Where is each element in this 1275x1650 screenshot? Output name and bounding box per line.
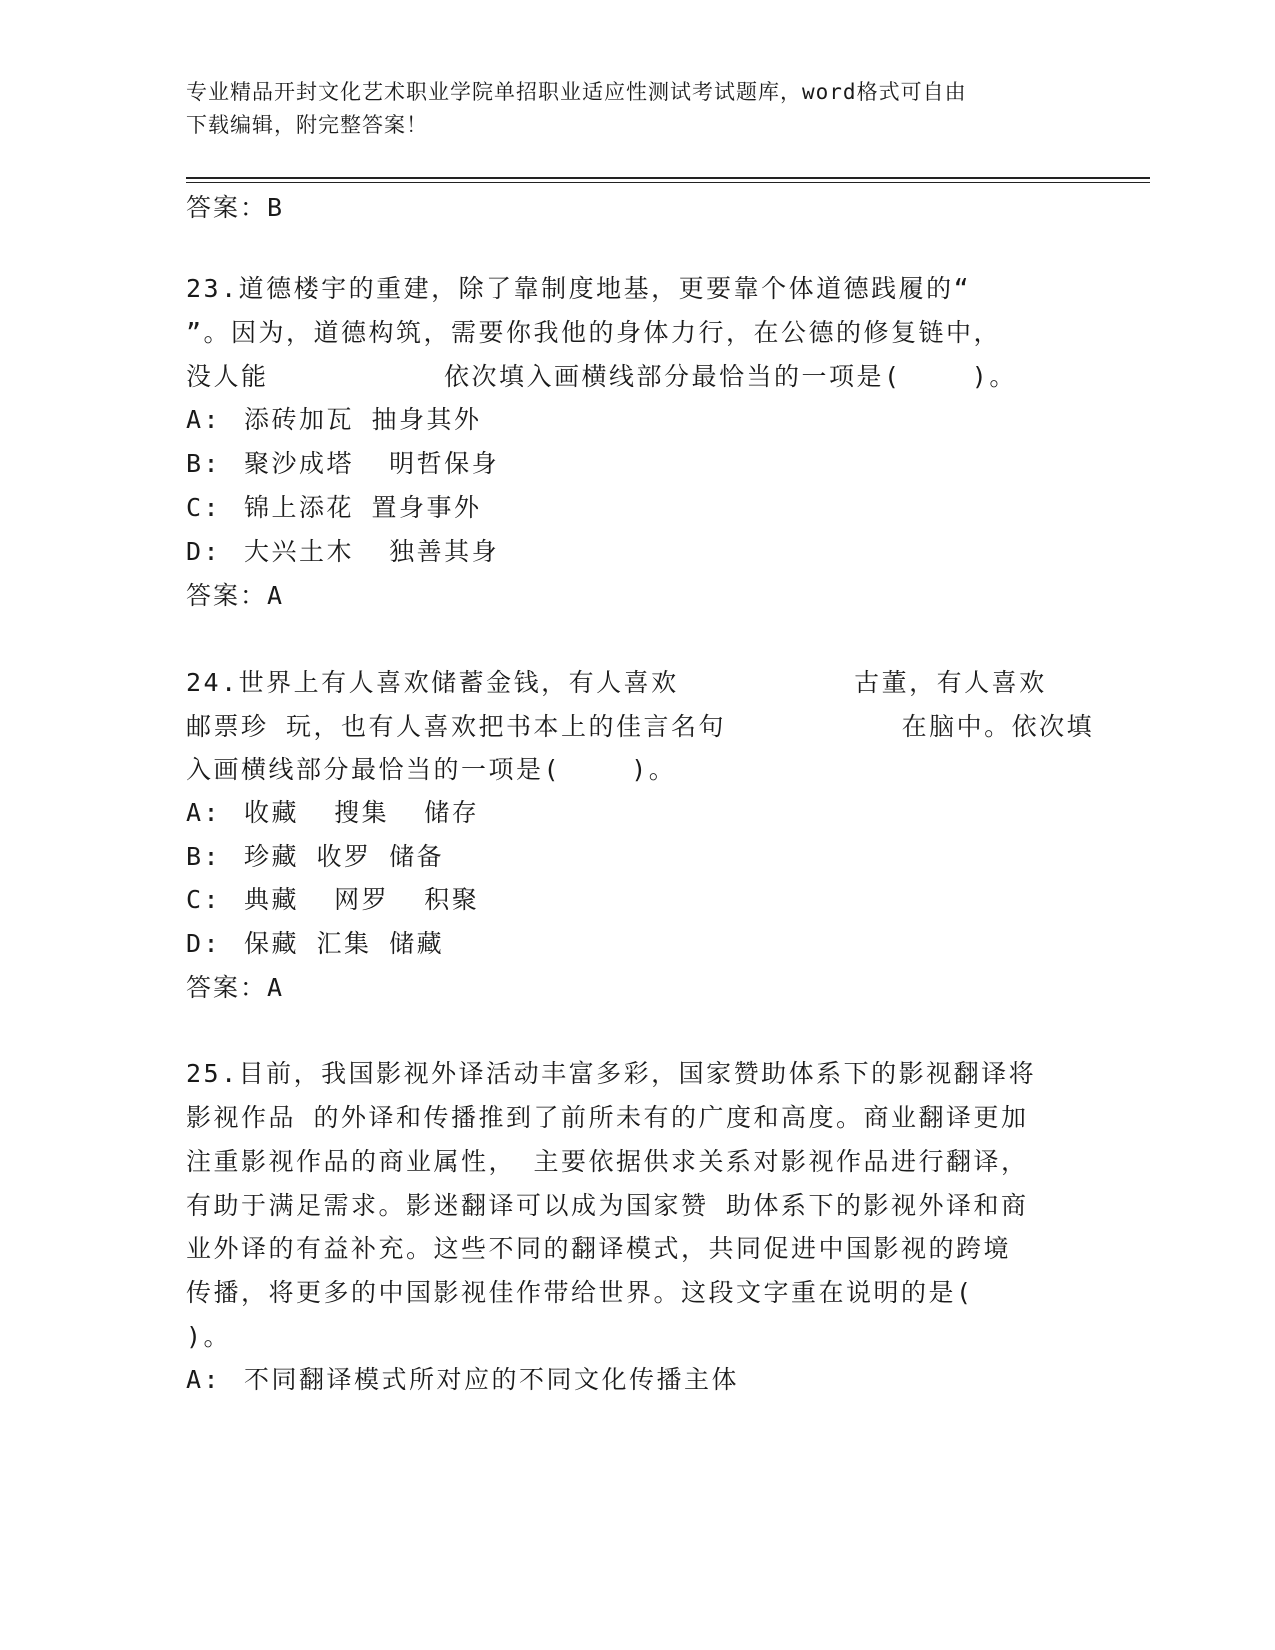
q23-option-b	[186, 449, 499, 479]
answer-q24	[186, 973, 284, 1003]
option-letter: D:	[186, 537, 222, 566]
option-text: 不同翻译模式所对应的不同文化传播主体	[244, 1365, 740, 1394]
option-text: 典藏 网罗 积聚	[244, 885, 480, 914]
answer-label: 答案：	[186, 581, 268, 610]
answer-q22	[186, 193, 284, 223]
q23-line-1: 23.道德楼宇的重建，除了靠制度地基，更要靠个体道德践履的“	[186, 274, 972, 303]
q25-option-a	[186, 1365, 739, 1395]
option-letter: A:	[186, 1365, 222, 1394]
q25-line-3: 注重影视作品的商业属性， 主要依据供求关系对影视作品进行翻译，	[186, 1147, 1029, 1176]
q23-line-2: ”。因为，道德构筑，需要你我他的身体力行，在公德的修复链中，	[186, 318, 1002, 347]
option-letter: B:	[186, 842, 222, 871]
option-letter: C:	[186, 885, 222, 914]
option-text: 大兴土木 独善其身	[244, 537, 500, 566]
answer-label: 答案：	[186, 973, 268, 1002]
q25-line-1: 25.目前，我国影视外译活动丰富多彩，国家赞助体系下的影视翻译将	[186, 1059, 1037, 1088]
answer-value: A	[267, 581, 285, 610]
option-letter: C:	[186, 493, 222, 522]
q23-line-3: 没人能 依次填入画横线部分最恰当的一项是( )。	[186, 362, 1017, 391]
q23-option-a	[186, 405, 482, 435]
q25-line-2: 影视作品 的外译和传播推到了前所未有的广度和高度。商业翻译更加	[186, 1103, 1029, 1132]
q24-line-1: 24.世界上有人喜欢储蓄金钱，有人喜欢 古董，有人喜欢	[186, 668, 1047, 697]
q24-line-2: 邮票珍 玩，也有人喜欢把书本上的佳言名句 在脑中。依次填	[186, 712, 1095, 741]
option-text: 锦上添花 置身事外	[244, 493, 482, 522]
option-letter: D:	[186, 929, 222, 958]
answer-value: B	[267, 193, 285, 222]
answer-value: A	[267, 973, 285, 1002]
document-header	[186, 76, 1066, 142]
answer-label: 答案：	[186, 193, 268, 222]
option-text: 收藏 搜集 储存	[244, 798, 480, 827]
option-text: 聚沙成塔 明哲保身	[244, 449, 500, 478]
q25-line-7: )。	[186, 1322, 232, 1351]
q25-line-6: 传播，将更多的中国影视佳作带给世界。这段文字重在说明的是(	[186, 1278, 974, 1307]
q24-option-b	[186, 842, 444, 872]
q24-line-3: 入画横线部分最恰当的一项是( )。	[186, 755, 677, 784]
answer-q23	[186, 581, 284, 611]
q25-line-5: 业外译的有益补充。这些不同的翻译模式，共同促进中国影视的跨境	[186, 1234, 1012, 1263]
q24-option-c	[186, 885, 479, 915]
q24-option-a	[186, 798, 479, 828]
option-text: 保藏 汇集 储藏	[244, 929, 445, 958]
q24-option-d	[186, 929, 444, 959]
q23-option-d	[186, 537, 499, 567]
option-letter: B:	[186, 449, 222, 478]
q23-option-c	[186, 493, 482, 523]
header-line-1: 专业精品开封文化艺术职业学院单招职业适应性测试考试题库，word格式可自由	[186, 80, 967, 104]
header-rule-thick	[186, 177, 1150, 179]
option-text: 珍藏 收罗 储备	[244, 842, 445, 871]
option-letter: A:	[186, 798, 222, 827]
header-line-2: 下载编辑，附完整答案！	[186, 113, 428, 137]
header-rule-thin	[186, 182, 1150, 183]
q25-line-4: 有助于满足需求。影迷翻译可以成为国家赞 助体系下的影视外译和商	[186, 1191, 1029, 1220]
option-text: 添砖加瓦 抽身其外	[244, 405, 482, 434]
option-letter: A:	[186, 405, 222, 434]
